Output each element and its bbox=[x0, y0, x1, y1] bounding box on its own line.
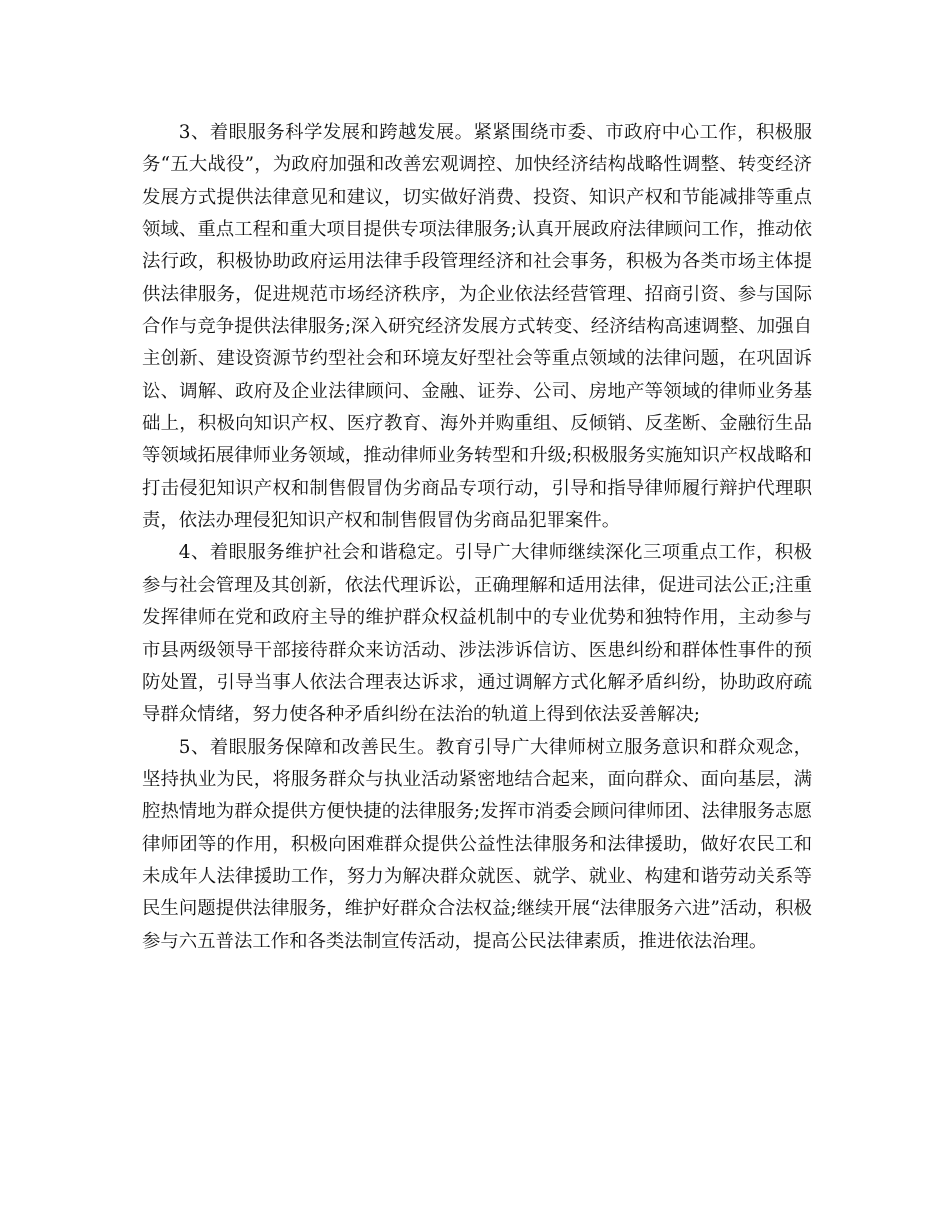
document-body bbox=[142, 117, 812, 958]
paragraph-5: 5、着眼服务保障和改善民生。教育引导广大律师树立服务意识和群众观念，坚持执业为民，将服务群众与执业活动紧密地结合起来，面向群众、面向基层，满腔热情地为群众提供方便快捷的法律服务;发挥市消委会顾问律师团、法律服务志愿律师团等的作用，积极向困难群众提供公益性法律服务和法律援助，做好农民工和未成年人法律援助工作，努力为解决群众就医、就学、就业、构建和谐劳动关系等民生问题提供法律服务，维护好群众合法权益;继续开展“法律服务六进”活动，积极参与六五普法工作和各类法制宣传活动，提高公民法律素质，推进依法治理。 bbox=[142, 736, 812, 952]
paragraph-4: 4、着眼服务维护社会和谐稳定。引导广大律师继续深化三项重点工作，积极参与社会管理及其创新，依法代理诉讼，正确理解和适用法律，促进司法公正;注重发挥律师在党和政府主导的维护群众权益机制中的专业优势和独特作用，主动参与市县两级领导干部接待群众来访活动、涉法涉诉信访、医患纠纷和群体性事件的预防处置，引导当事人依法合理表达诉求，通过调解方式化解矛盾纠纷，协助政府疏导群众情绪，努力使各种矛盾纠纷在法治的轨道上得到依法妥善解决; bbox=[142, 542, 812, 726]
paragraph-3: 3、着眼服务科学发展和跨越发展。紧紧围绕市委、市政府中心工作，积极服务“五大战役”，为政府加强和改善宏观调控、加快经济结构战略性调整、转变经济发展方式提供法律意见和建议，切实做好消费、投资、知识产权和节能减排等重点领域、重点工程和重大项目提供专项法律服务;认真开展政府法律顾问工作，推动依法行政，积极协助政府运用法律手段管理经济和社会事务，积极为各类市场主体提供法律服务，促进规范市场经济秩序，为企业依法经营管理、招商引资、参与国际合作与竞争提供法律服务;深入研究经济发展方式转变、经济结构高速调整、加强自主创新、建设资源节约型社会和环境友好型社会等重点领域的法律问题，在巩固诉讼、调解、政府及企业法律顾问、金融、证券、公司、房地产等领域的律师业务基础上，积极向知识产权、医疗教育、海外并购重组、反倾销、反垄断、金融衍生品等领域拓展律师业务领域，推动律师业务转型和升级;积极服务实施知识产权战略和打击侵犯知识产权和制售假冒伪劣商品专项行动，引导和指导律师履行辩护代理职责，依法办理侵犯知识产权和制售假冒伪劣商品犯罪案件。 bbox=[142, 122, 812, 532]
